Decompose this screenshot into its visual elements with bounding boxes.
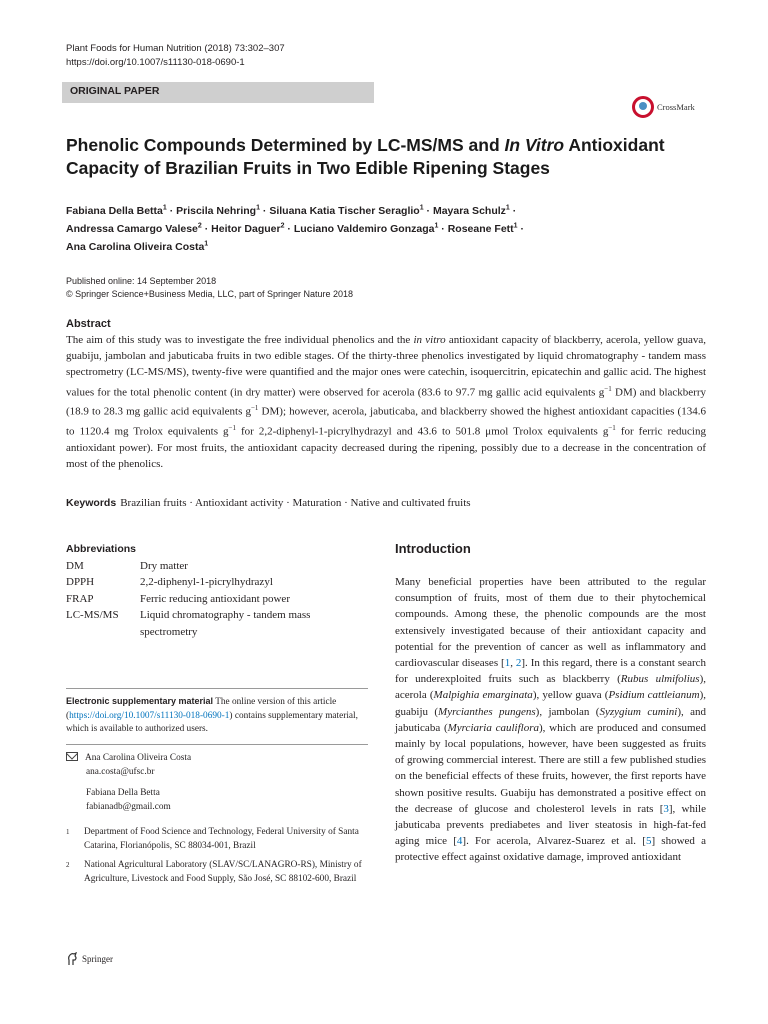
- affiliation-text: National Agricultural Laboratory (SLAV/SC/LANAGRO-RS), Ministry of Agriculture, Livestock and Food Supply, São José, SC 88102-600, Brazil: [84, 860, 362, 884]
- abbreviation-term: FRAP: [66, 592, 94, 605]
- divider: [66, 688, 368, 689]
- published-date: Published online: 14 September 2018: [66, 276, 217, 286]
- esm-link[interactable]: https://doi.org/10.1007/s11130-018-0690-1: [69, 710, 230, 721]
- author-affiliation: 2: [197, 222, 202, 230]
- author-list: Fabiana Della Betta$^1$ · Priscila Nehring$^1$ · Siluana Katia Tischer Seraglio$^1$ · Mayara Schulz$^1$ · Andressa Camargo Valese$^2$ · Heitor Daguer$^2$ · Luciano Valdemiro Gonzaga$^1$ · Roseane Fett$^1$ · Ana Carolina Oliveira Costa$^1$: [66, 204, 524, 253]
- keywords-heading: Keywords: [66, 497, 117, 509]
- title-text-2: Antioxidant Capacity of Brazilian Fruits in Two Edible Ripening Stages: [66, 135, 665, 178]
- contact-email[interactable]: fabianadb@gmail.com: [86, 801, 171, 812]
- abbreviation-term: DPPH: [66, 576, 95, 589]
- supplementary-note: Electronic supplementary material The online version of this article (https://doi.org/10.1007/s11130-018-0690-1) contains supplementary material, which is available to authorized users.: [66, 696, 358, 734]
- author-name[interactable]: Fabiana Della Betta$^1$: [66, 204, 167, 217]
- author-affiliation: 1: [204, 240, 209, 248]
- abbreviation-row: [66, 558, 366, 574]
- introduction-text: Many beneficial properties have been attributed to the regular consumption of fruits, most of them due to their phytochemical compounds. Among these, the phenolic compounds are the most extensively investigated because of their antioxidant capacity and potential for the prevention of cancer as well as inflammatory and cardiovascular diseases [1, 2]. In this regard, there is a constant search for underexploited fruits such as blackberry (Rubus ulmifolius), acerola (Malpighia emarginata), yellow guava (Psidium cattleianum), guabiju (Myrcianthes pungens), jambolan (Syzygium cumini), and jabuticaba (Myrciaria cauliflora), which are produced and consumed mainly by local populations, however, have been suggested as fruits of growing commercial interest. There are still a few published studies on the beneficial effects of these fruits, however, the first reports have shown positive results. Guabiju has demonstrated a positive effect on the decrease of glucose and cholesterol levels in rats [3], while jabuticaba prevents prediabetes and liver steatosis in high-fat-fed aging mice [4]. For acerola, Alvarez-Suarez et al. [5] showed a protective effect against oxidative damage, improved antioxidant: [395, 576, 707, 864]
- affiliation-text: Department of Food Science and Technology, Federal University of Santa Catarina, Florianópolis, SC 88034-001, Brazil: [84, 827, 359, 851]
- abbreviation-term: DM: [66, 560, 84, 572]
- author-affiliation: 1: [419, 204, 424, 212]
- introduction-heading: Introduction: [395, 541, 471, 556]
- abbreviation-definition: Liquid chromatography - tandem mass spectrometry: [140, 609, 311, 638]
- abbreviation-definition: 2,2-diphenyl-1-picrylhydrazyl: [140, 576, 273, 589]
- author-name[interactable]: Siluana Katia Tischer Seraglio$^1$: [269, 204, 424, 217]
- keywords: [66, 496, 706, 510]
- abbreviation-definition: Dry matter: [140, 560, 188, 572]
- abstract-text: The aim of this study was to investigate the free individual phenolics and the in vitro antioxidant capacity of blackberry, acerola, yellow guava, guabiju, jambolan and jabuticaba fruits in two edible stages. Of the thirty-three phenolics investigated by liquid chromatography - tandem mass spectrometry (LC-MS/MS), twenty-five were quantified and the major ones were catechin, isoquercitrin, epicatechin and gallic acid. The highest values for the total phenolic content (in dry matter) were observed for acerola (83.6 to 97.7 mg gallic acid equivalents $g^{-1}$ DM) and blackberry (18.9 to 28.3 mg gallic acid equivalents $g^{-1}$ DM); however, acerola, jabuticaba, and blackberry showed the highest antioxidant capacities (134.6 to 1120.4 mg Trolox equivalents $g^{-1}$ for 2,2-diphenyl-1-picrylhydrazyl and 43.6 to 501.8 μmol Trolox equivalents $g^{-1}$ for ferric reducing antioxidant power). For most fruits, the antioxidant capacity decreased during the ripening, possibly due to a decrease in the concentration of most of the phenolics.: [66, 334, 707, 471]
- title-text: Phenolic Compounds Determined by LC-MS/MS and: [66, 135, 505, 155]
- author-affiliation: 2: [280, 222, 285, 230]
- contact-name: Fabiana Della Betta: [86, 788, 160, 798]
- doi-link[interactable]: https://doi.org/10.1007/s11130-018-0690-1: [66, 57, 245, 68]
- abbreviation-row: [66, 574, 366, 590]
- author-name[interactable]: Priscila Nehring$^1$: [176, 204, 260, 217]
- abbreviation-definition: Ferric reducing antioxidant power: [140, 592, 290, 605]
- contact-block: [66, 752, 370, 814]
- crossmark-icon: [632, 96, 654, 118]
- author-name[interactable]: Andressa Camargo Valese$^2$: [66, 222, 202, 235]
- contact-name: Ana Carolina Oliveira Costa: [85, 753, 192, 763]
- section-bar: [62, 82, 374, 103]
- springer-horse-icon: [66, 952, 78, 966]
- contact-email[interactable]: ana.costa@ufsc.br: [86, 766, 155, 777]
- author-affiliation: 1: [505, 204, 510, 212]
- affiliation-number: 1: [66, 828, 70, 836]
- author-affiliation: 1: [513, 222, 518, 230]
- ref-link[interactable]: 2: [515, 657, 522, 670]
- author-affiliation: 1: [434, 222, 439, 230]
- author-affiliation: 1: [162, 204, 167, 212]
- crossmark-label: CrossMark: [657, 102, 695, 112]
- abstract-heading: Abstract: [66, 318, 111, 330]
- ref-link[interactable]: 5: [645, 835, 652, 848]
- abbreviations-table: [66, 558, 366, 640]
- author-affiliation: 1: [256, 204, 260, 212]
- abbreviations-heading: Abbreviations: [66, 543, 137, 555]
- author-name[interactable]: Luciano Valdemiro Gonzaga$^1$: [293, 222, 439, 235]
- section-label: ORIGINAL PAPER: [70, 85, 160, 97]
- author-name[interactable]: Roseane Fett$^1$: [447, 222, 518, 235]
- ref-link[interactable]: 3: [663, 802, 669, 815]
- affiliation-1: [66, 826, 370, 853]
- author-name[interactable]: Ana Carolina Oliveira Costa$^1$: [66, 240, 209, 253]
- copyright: © Springer Science+Business Media, LLC, part of Springer Nature 2018: [66, 289, 354, 299]
- abbreviation-row: [66, 591, 366, 607]
- publisher-name: Springer: [82, 954, 113, 964]
- affiliation-2: [66, 859, 370, 886]
- author-name[interactable]: Mayara Schulz$^1$: [432, 204, 510, 217]
- title-italic: In Vitro: [504, 135, 565, 155]
- ref-link[interactable]: 4: [456, 835, 463, 848]
- paper-title: [66, 134, 706, 180]
- mail-icon: [66, 752, 78, 761]
- journal-header: [66, 42, 285, 70]
- author-name[interactable]: Heitor Daguer$^2$: [211, 222, 285, 235]
- esm-heading: Electronic supplementary material: [66, 696, 214, 706]
- publication-info: [66, 275, 353, 301]
- abbreviation-term: LC-MS/MS: [66, 609, 119, 622]
- crossmark-badge[interactable]: [632, 93, 708, 121]
- affiliation-number: 2: [66, 861, 70, 869]
- journal-citation: Plant Foods for Human Nutrition (2018) 73:302–307: [66, 43, 285, 54]
- keywords-list: Brazilian fruits · Antioxidant activity · Maturation · Native and cultivated fruits: [120, 497, 471, 509]
- page-footer: [66, 952, 113, 966]
- divider: [66, 744, 368, 745]
- ref-link[interactable]: 1: [504, 657, 511, 670]
- abbreviation-row: [66, 607, 366, 640]
